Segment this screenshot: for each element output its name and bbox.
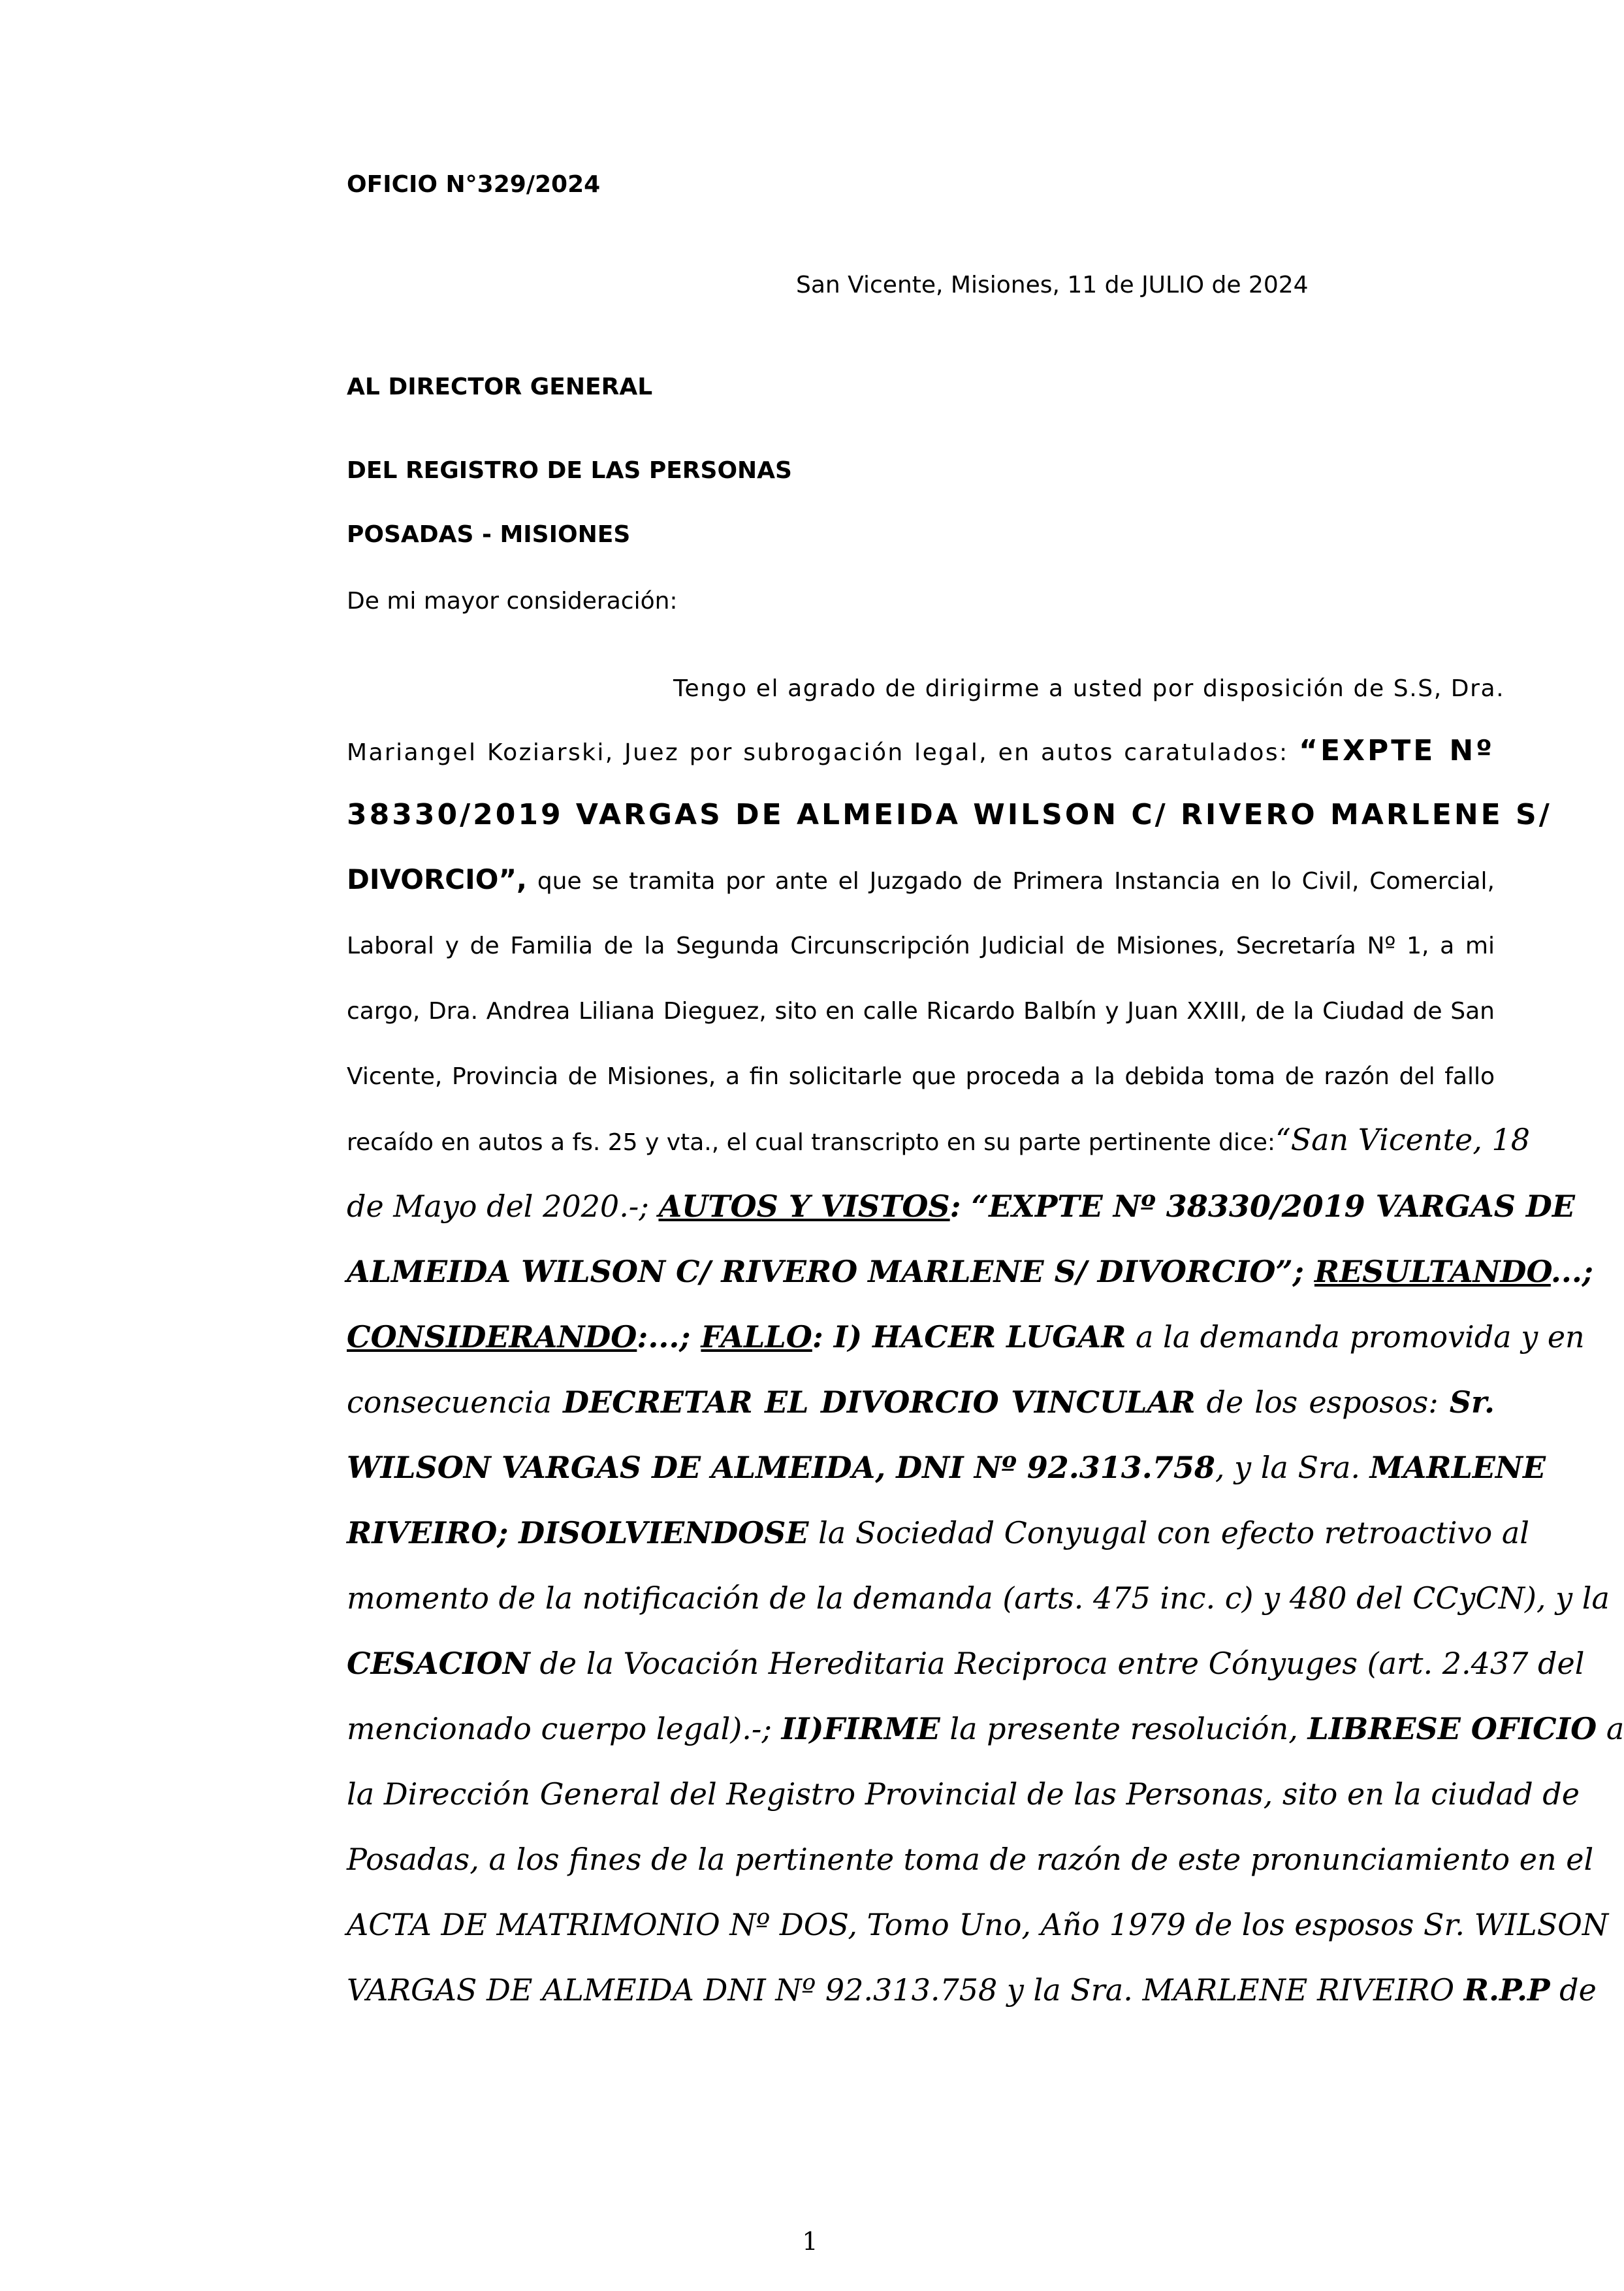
ruling-6b: la Sociedad Conyugal con efecto retroactivo al: [808, 1515, 1529, 1550]
ruling-3b: :...;: [637, 1319, 701, 1354]
ruling-1c: : “EXPTE Nº 38330/2019 VARGAS DE: [949, 1189, 1575, 1224]
ruling-line-9: [347, 1711, 1624, 1746]
ruling-line-1: [347, 1189, 1575, 1224]
case-title-middle: 38330/2019 VARGAS DE ALMEIDA WILSON C/ RIVERO MARLENE S/: [347, 798, 1552, 831]
ruling-line-4: [347, 1385, 1495, 1420]
body-line-4-text: que se tramita por ante el Juzgado de Primera Instancia en lo Civil, Comercial,: [527, 868, 1495, 895]
body-line-2-text: Mariangel Koziarski, Juez por subrogación legal, en autos caratulados:: [347, 739, 1299, 766]
autos-y-vistos: AUTOS Y VISTOS: [658, 1189, 950, 1224]
ruling-5a: WILSON VARGAS DE ALMEIDA, DNI Nº 92.313.758: [347, 1450, 1215, 1485]
case-title-end: DIVORCIO”,: [347, 863, 528, 895]
ruling-line-2: [347, 1254, 1593, 1289]
salutation: De mi mayor consideración:: [347, 588, 678, 615]
body-line-8-text: recaído en autos a fs. 25 y vta., el cual transcripto en su parte pertinente dice:: [347, 1129, 1276, 1156]
body-line-6: cargo, Dra. Andrea Liliana Dieguez, sito en calle Ricardo Balbín y Juan XXIII, de la Ciudad de San: [347, 998, 1495, 1025]
ruling-line-5: [347, 1450, 1546, 1485]
body-line-2: [347, 734, 1495, 767]
ruling-line-12: ACTA DE MATRIMONIO Nº DOS, Tomo Uno, Año 1979 de los esposos Sr. WILSON: [347, 1907, 1609, 1942]
ruling-8a: CESACION: [347, 1646, 530, 1681]
ruling-3d: : I) HACER LUGAR: [812, 1319, 1126, 1354]
ruling-4b: DECRETAR EL DIVORCIO VINCULAR: [563, 1385, 1196, 1420]
ruling-5b: , y la Sra.: [1215, 1450, 1370, 1485]
ruling-3e: a la demanda promovida y en: [1126, 1319, 1585, 1354]
ruling-line-3: [347, 1319, 1585, 1354]
body-line-4: [347, 863, 1495, 895]
ruling-line-11: Posadas, a los fines de la pertinente toma de razón de este pronunciamiento en el: [347, 1842, 1594, 1877]
ruling-4d: Sr.: [1449, 1385, 1495, 1420]
ruling-8b: de la Vocación Hereditaria Reciproca entre Cónyuges (art. 2.437 del: [530, 1646, 1585, 1681]
ruling-13b: R.P.P: [1463, 1972, 1550, 2008]
ruling-9c: la presente resolución,: [940, 1711, 1308, 1746]
ruling-line-6: [347, 1515, 1529, 1550]
oficio-number: OFICIO N°329/2024: [347, 171, 601, 198]
body-line-8: [347, 1122, 1530, 1157]
addressee-line-3: POSADAS - MISIONES: [347, 521, 631, 548]
resultando: RESULTANDO: [1314, 1254, 1551, 1289]
ruling-9e: a: [1597, 1711, 1624, 1746]
ruling-6a: RIVEIRO; DISOLVIENDOSE: [347, 1515, 809, 1550]
ruling-13a: VARGAS DE ALMEIDA DNI Nº 92.313.758 y la Sra. MARLENE RIVEIRO: [347, 1972, 1464, 2008]
considerando: CONSIDERANDO: [347, 1319, 637, 1354]
page-number: 1: [802, 2227, 818, 2256]
ruling-4c: de los esposos:: [1195, 1385, 1450, 1420]
addressee-line-1: AL DIRECTOR GENERAL: [347, 374, 653, 400]
case-title-start: “EXPTE Nº: [1299, 734, 1495, 767]
fallo-label: FALLO: [701, 1319, 812, 1354]
ruling-2c: ...;: [1550, 1254, 1593, 1289]
ruling-line-13: [347, 1972, 1597, 2008]
ruling-9b: II)FIRME: [781, 1711, 940, 1746]
body-line-5: Laboral y de Familia de la Segunda Circunscripción Judicial de Misiones, Secretaría Nº 1, a mi: [347, 933, 1495, 959]
ruling-4a: consecuencia: [347, 1385, 564, 1420]
ruling-1a: de Mayo del 2020.-;: [347, 1189, 659, 1224]
body-line-7: Vicente, Provincia de Misiones, a fin solicitarle que proceda a la debida toma de razón del fallo: [347, 1063, 1495, 1090]
ruling-line-7: momento de la notificación de la demanda (arts. 475 inc. c) y 480 del CCyCN), y la: [347, 1580, 1610, 1616]
ruling-9d: LIBRESE OFICIO: [1307, 1711, 1597, 1746]
ruling-9a: mencionado cuerpo legal).-;: [347, 1711, 782, 1746]
ruling-5c: MARLENE: [1369, 1450, 1546, 1485]
body-line-1: Tengo el agrado de dirigirme a usted por disposición de S.S, Dra.: [673, 675, 1505, 702]
addressee-line-2: DEL REGISTRO DE LAS PERSONAS: [347, 457, 792, 484]
ruling-13c: de: [1550, 1972, 1597, 2008]
quote-start: “San Vicente, 18: [1275, 1122, 1530, 1157]
ruling-2a: ALMEIDA WILSON C/ RIVERO MARLENE S/ DIVORCIO”;: [347, 1254, 1314, 1289]
ruling-line-8: [347, 1646, 1585, 1681]
ruling-line-10: la Dirección General del Registro Provincial de las Personas, sito en la ciudad de: [347, 1776, 1580, 1812]
place-date: San Vicente, Misiones, 11 de JULIO de 2024: [796, 272, 1309, 298]
